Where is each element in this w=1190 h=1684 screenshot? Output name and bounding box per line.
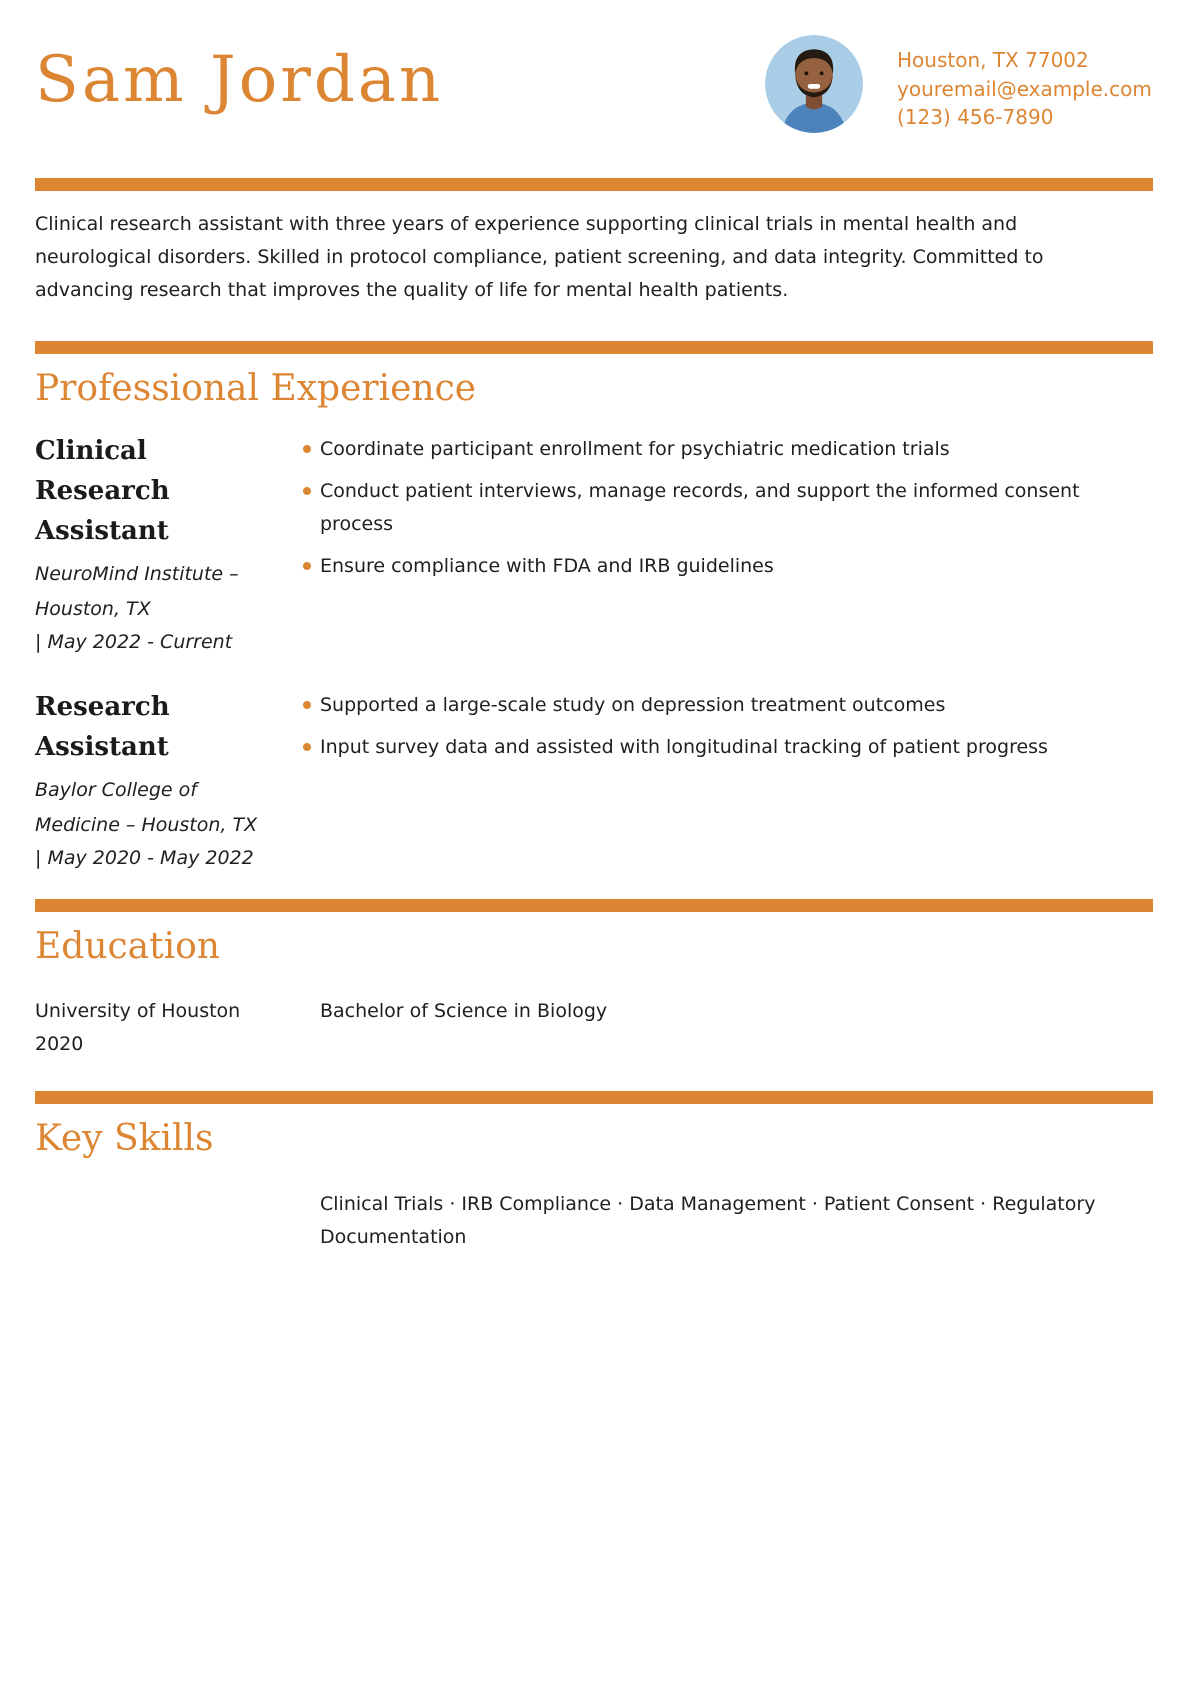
job-bullet-list — [303, 687, 1155, 873]
skills-text: Clinical Trials · IRB Compliance · Data Management · Patient Consent · Regulatory Documentation — [320, 1193, 1096, 1249]
bullet-item: Input survey data and assisted with longitudinal tracking of patient progress — [303, 731, 1083, 764]
job-title: Clinical Research Assistant — [35, 435, 170, 546]
education-school-block — [35, 995, 303, 1061]
job-entry — [35, 687, 1155, 873]
experience-section — [35, 366, 1155, 873]
section-divider — [35, 899, 1153, 912]
skills-section — [35, 1116, 1155, 1255]
job-title: Research Assistant — [35, 691, 170, 762]
header — [35, 0, 1155, 133]
summary-text: Clinical research assistant with three years of experience supporting clinical trials in mental health and neurological disorders. Skilled in protocol compliance, patient screening, and data integrity. Committed to advancing research that improves the quality of life for mental health patients. — [35, 213, 1044, 301]
candidate-name: Sam Jordan — [35, 43, 444, 117]
bullet-item: Ensure compliance with FDA and IRB guidelines — [303, 550, 1083, 583]
bullet-item: Conduct patient interviews, manage records, and support the informed consent process — [303, 475, 1083, 541]
job-entry-meta — [35, 687, 303, 873]
bullet-item: Coordinate participant enrollment for psychiatric medication trials — [303, 433, 1083, 466]
job-dates: | May 2022 - Current — [35, 630, 233, 653]
profile-photo — [765, 35, 863, 133]
job-entry — [35, 431, 1155, 657]
section-divider — [35, 341, 1153, 354]
education-school: University of Houston — [35, 999, 241, 1022]
education-year: 2020 — [35, 1032, 84, 1055]
section-title-experience: Professional Experience — [35, 368, 477, 409]
job-dates: | May 2020 - May 2022 — [35, 846, 254, 869]
bullet-item: Supported a large-scale study on depression treatment outcomes — [303, 689, 1083, 722]
section-divider — [35, 178, 1153, 191]
contact-location: Houston, TX 77002 — [897, 48, 1089, 72]
person-portrait-icon — [765, 35, 863, 133]
section-divider — [35, 1091, 1153, 1104]
job-bullet-list — [303, 431, 1155, 657]
contact-email: youremail@example.com — [897, 76, 1152, 101]
education-entry — [35, 995, 1155, 1061]
contact-info — [897, 30, 1155, 133]
education-degree: Bachelor of Science in Biology — [320, 999, 608, 1022]
job-entry-meta — [35, 431, 303, 657]
education-section — [35, 924, 1155, 1061]
section-title-skills: Key Skills — [35, 1117, 214, 1159]
header-contact-block — [765, 30, 1155, 133]
section-title-education: Education — [35, 925, 220, 967]
job-employer: NeuroMind Institute – Houston, TX — [35, 562, 239, 620]
contact-phone: (123) 456-7890 — [897, 105, 1054, 129]
job-employer: Baylor College of Medicine – Houston, TX — [35, 778, 258, 836]
